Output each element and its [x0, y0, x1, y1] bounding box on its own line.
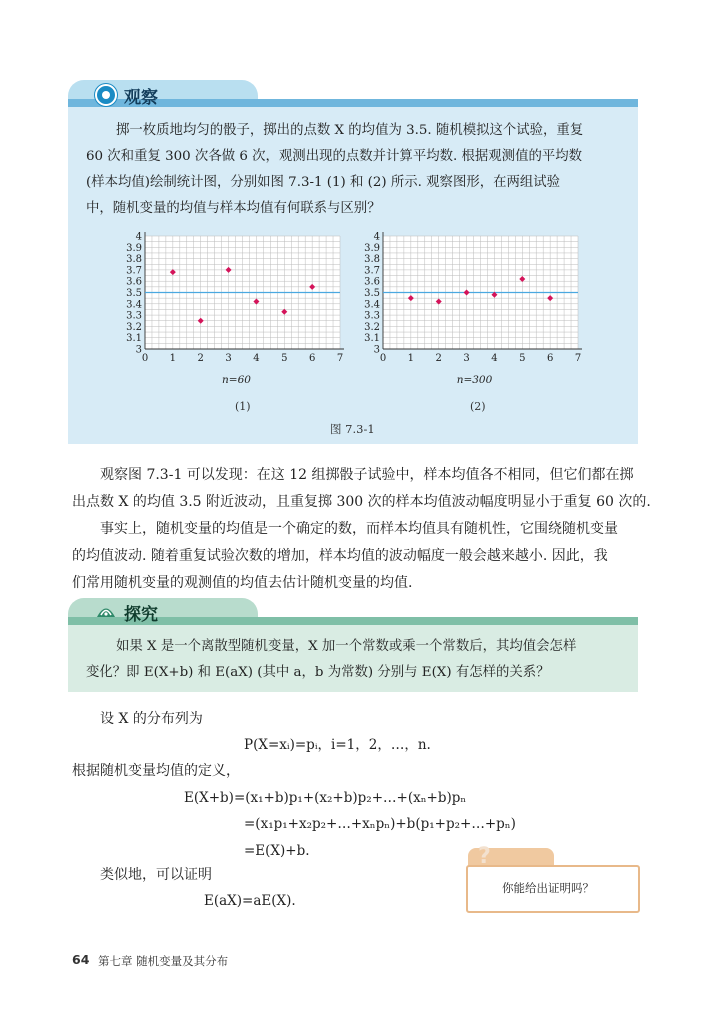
chart2-y-tick-label: 4 [373, 231, 380, 243]
chart1-x-tick-label: 2 [197, 353, 204, 364]
question-mark-icon: ? [478, 844, 491, 869]
chart2-x-tick-label: 3 [463, 353, 470, 364]
chart2-x-label: n=300 [456, 374, 493, 386]
explore-title: 探究 [124, 605, 158, 625]
observe-eye-icon [95, 84, 117, 106]
chart1-x-tick-label: 6 [308, 353, 316, 364]
chart2-y-tick-label: 3 [373, 344, 380, 356]
para2-line-1: 事实上，随机变量的均值是一个确定的数，而样本均值具有随机性，它围绕随机变量 [100, 521, 618, 537]
para1-line-2: 出点数 X 的均值 3.5 附近波动，且重复掷 300 次的样本均值波动幅度明显小于重复 60 次的. [72, 494, 651, 510]
chart2-x-tick-label: 2 [435, 353, 442, 364]
scatter-charts [110, 228, 600, 428]
chart2-y-tick-label: 3.6 [364, 276, 380, 288]
equation-1: E(X+b)=(x₁+b)p₁+(x₂+b)p₂+…+(xₙ+b)pₙ [184, 790, 467, 806]
chart2-x-tick-label: 1 [407, 353, 415, 364]
page-number: 64 [72, 952, 90, 967]
observe-line-2: 60 次和重复 300 次各做 6 次，观测出现的点数并计算平均数. 根据观测值的平均数 [86, 149, 583, 164]
distribution-formula: P(X=xᵢ)=pᵢ，i=1，2，…，n. [244, 737, 431, 753]
chart1-y-tick-label: 3.9 [126, 242, 142, 254]
chart1-y-tick-label: 4 [135, 231, 142, 243]
chart1-y-tick-label: 3 [135, 344, 142, 356]
observe-line-4: 中，随机变量的均值与样本均值有何联系与区别？ [86, 201, 381, 216]
chart1-y-tick-label: 3.7 [126, 265, 142, 277]
chart2-x-tick-label: 6 [546, 353, 554, 364]
para1-line-1: 观察图 7.3-1 可以发现：在这 12 组掷骰子试验中，样本均值各不相同，但它们都在掷 [100, 467, 634, 483]
chart2-y-tick-label: 3.5 [364, 288, 380, 299]
chart2-y-tick-label: 3.9 [364, 242, 380, 254]
chart1-y-tick-label: 3.6 [126, 276, 142, 288]
observe-title: 观察 [124, 88, 158, 108]
chart2-y-tick-label: 3.7 [364, 265, 380, 277]
chart2-sub-label: (2) [470, 400, 486, 413]
chart1-x-tick-label: 0 [141, 353, 149, 364]
chart2-x-tick-label: 5 [519, 353, 526, 364]
chart2-x-tick-label: 7 [574, 353, 582, 364]
chart1-x-tick-label: 4 [253, 353, 260, 364]
chart1-x-tick-label: 7 [336, 353, 344, 364]
para2-line-3: 们常用随机变量的观测值的均值去估计随机变量的均值. [72, 575, 413, 591]
chart1-x-label: n=60 [222, 374, 251, 386]
explore-line-1: 如果 X 是一个离散型随机变量，X 加一个常数或乘一个常数后，其均值会怎样 [116, 639, 577, 654]
chart2-x-tick-label: 0 [379, 353, 387, 364]
observe-line-3: (样本均值)绘制统计图，分别如图 7.3-1 (1) 和 (2) 所示. 观察图形，在两组试验 [86, 175, 561, 190]
chart2-x-tick-label: 4 [491, 353, 498, 364]
derivation-intro: 设 X 的分布列为 [100, 711, 203, 727]
chart2-y-tick-label: 3.3 [364, 310, 380, 322]
chart1-y-tick-label: 3.5 [126, 288, 142, 299]
chart1-x-tick-label: 3 [225, 353, 232, 364]
chart1-x-tick-label: 1 [169, 353, 177, 364]
by-definition-text: 根据随机变量均值的定义， [72, 763, 240, 779]
chart1-y-tick-label: 3.8 [126, 254, 142, 266]
chart2-y-tick-label: 3.1 [364, 333, 380, 345]
chart2-y-tick-label: 3.4 [364, 299, 380, 311]
chart1-y-tick-label: 3.2 [126, 321, 142, 333]
chart2-y-tick-label: 3.8 [364, 254, 380, 266]
figure-caption: 图 7.3-1 [330, 422, 375, 436]
observe-line-1: 掷一枚质地均匀的骰子，掷出的点数 X 的均值为 3.5. 随机模拟这个试验，重复 [116, 123, 584, 138]
chart1-y-tick-label: 3.4 [126, 299, 142, 311]
para2-line-2: 的均值波动. 随着重复试验次数的增加，样本均值的波动幅度一般会越来越小. 因此，我 [72, 548, 608, 564]
explore-icon [95, 602, 117, 620]
similar-text: 类似地，可以证明 [100, 867, 212, 883]
chart2-y-tick-label: 3.2 [364, 321, 380, 333]
chart1-y-tick-label: 3.1 [126, 333, 142, 345]
chapter-title: 第七章 随机变量及其分布 [98, 954, 229, 968]
equation-4: E(aX)=aE(X). [204, 893, 296, 909]
equation-2: =(x₁p₁+x₂p₂+…+xₙpₙ)+b(p₁+p₂+…+pₙ) [244, 816, 516, 832]
chart1-sub-label: (1) [235, 400, 251, 413]
equation-3: =E(X)+b. [244, 843, 310, 859]
chart1-x-tick-label: 5 [281, 353, 288, 364]
question-note-text: 你能给出证明吗？ [502, 881, 594, 895]
explore-line-2: 变化？即 E(X+b) 和 E(aX) (其中 a，b 为常数) 分别与 E(X) 有怎样的关系？ [86, 665, 550, 680]
chart1-y-tick-label: 3.3 [126, 310, 142, 322]
